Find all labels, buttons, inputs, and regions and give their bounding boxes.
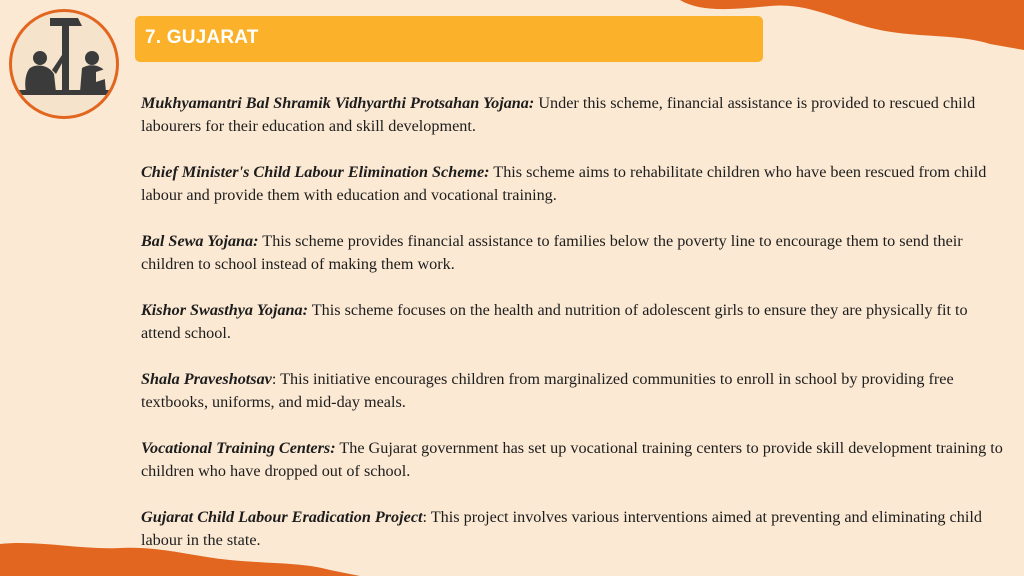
scheme-description: This scheme aims to rehabilitate children who have been rescued from child labour and provide them with education and vocational training.	[141, 163, 987, 204]
scheme-item	[141, 161, 1011, 207]
scheme-description: This scheme focuses on the health and nutrition of adolescent girls to ensure they are physically fit to attend school.	[141, 301, 968, 342]
scheme-description: This scheme provides financial assistance to families below the poverty line to encourage them to send their children to school instead of making them work.	[141, 232, 963, 273]
scheme-name: Bal Sewa Yojana:	[141, 232, 259, 250]
scheme-item	[141, 230, 1011, 276]
scheme-description: : This project involves various interventions aimed at preventing and eliminating child labour in the state.	[141, 508, 982, 549]
scheme-item	[141, 92, 1011, 138]
scheme-name: Chief Minister's Child Labour Elimination Scheme:	[141, 163, 490, 181]
child-labour-icon	[9, 9, 119, 119]
scheme-item	[141, 368, 1011, 414]
scheme-name: Shala Praveshotsav	[141, 370, 272, 388]
scheme-item	[141, 437, 1011, 483]
scheme-item	[141, 299, 1011, 345]
scheme-name: Kishor Swasthya Yojana:	[141, 301, 309, 319]
scheme-name: Gujarat Child Labour Eradication Project	[141, 508, 423, 526]
scheme-description: : This initiative encourages children from marginalized communities to enroll in school by providing free textbooks, uniforms, and mid-day meals.	[141, 370, 954, 411]
title-bar	[135, 16, 763, 62]
scheme-name: Mukhyamantri Bal Shramik Vidhyarthi Protsahan Yojana:	[141, 94, 535, 112]
scheme-item	[141, 506, 1011, 552]
scheme-name: Vocational Training Centers:	[141, 439, 336, 457]
scheme-list	[141, 92, 1011, 575]
scheme-description: The Gujarat government has set up vocational training centers to provide skill development training to children who have dropped out of school.	[141, 439, 1003, 480]
slide-title: 7. GUJARAT	[145, 27, 259, 48]
scheme-description: Under this scheme, financial assistance is provided to rescued child labourers for their education and skill development.	[141, 94, 976, 135]
